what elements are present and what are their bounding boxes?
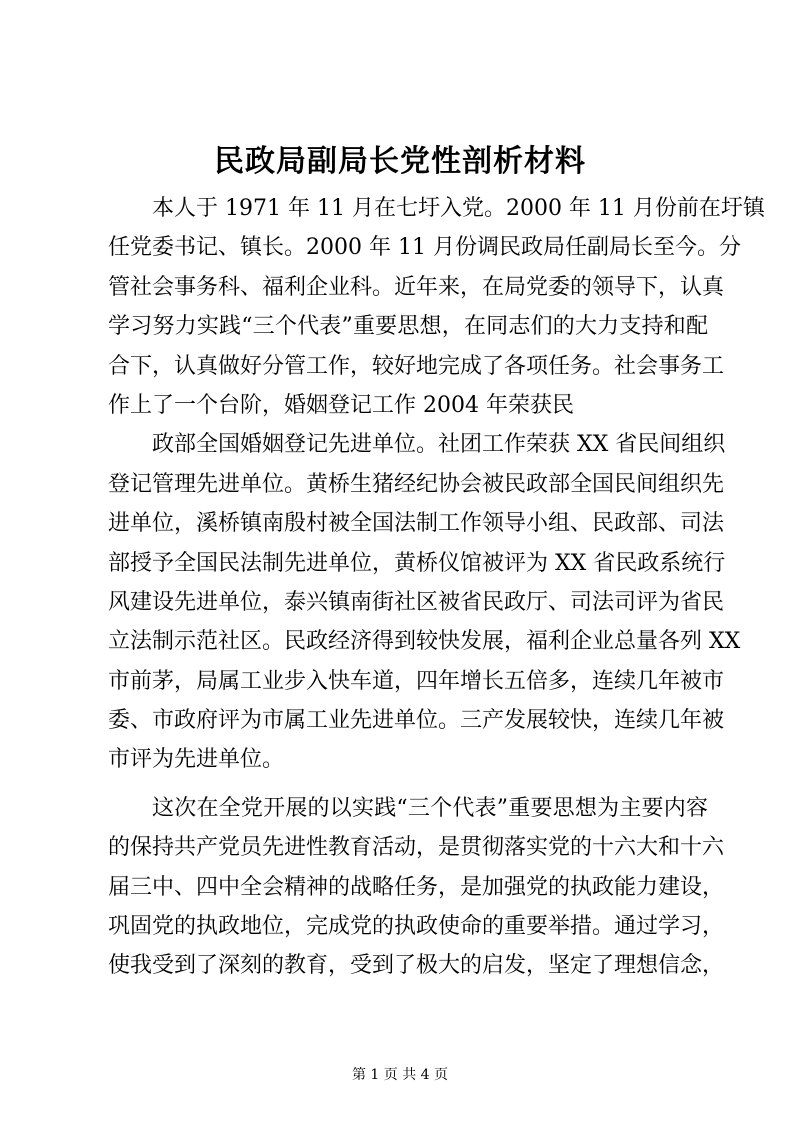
text-line: 登记管理先进单位。黄桥生猪经纪协会被民政部全国民间组织先 — [108, 471, 725, 497]
text-line: 合下，认真做好分管工作，较好地完成了各项任务。社会事务工 — [108, 353, 725, 379]
text-line: 管社会事务科、福利企业科。近年来，在局党委的领导下，认真 — [108, 274, 725, 300]
text-line: 部授予全国民法制先进单位，黄桥仪馆被评为 XX 省民政系统行 — [108, 550, 726, 576]
document-body — [108, 189, 765, 986]
page-number-footer: 第 1 页 共 4 页 — [351, 1067, 449, 1083]
text-line: 进单位，溪桥镇南殷村被全国法制工作领导小组、民政部、司法 — [108, 511, 725, 537]
text-line: 使我受到了深刻的教育，受到了极大的启发，坚定了理想信念， — [108, 953, 725, 979]
text-line: 届三中、四中全会精神的战略任务，是加强党的执政能力建设， — [108, 874, 725, 900]
text-line: 风建设先进单位，泰兴镇南街社区被省民政厅、司法司评为省民 — [108, 589, 725, 615]
text-line: 任党委书记、镇长。2000 年 11 月份调民政局任副局长至今。分 — [108, 235, 741, 261]
text-line: 学习努力实践“三个代表”重要思想，在同志们的大力支持和配 — [108, 314, 708, 340]
paragraph — [108, 425, 741, 780]
text-line: 巩固党的执政地位，完成党的执政使命的重要举措。通过学习， — [108, 914, 725, 940]
text-line: 市评为先进单位。 — [108, 747, 285, 773]
paragraph-gap — [108, 780, 708, 789]
text-line: 委、市政府评为市属工业先进单位。三产发展较快，连续几年被 — [108, 708, 725, 734]
document-title: 民政局副局长党性剖析材料 — [214, 144, 586, 179]
text-line: 本人于 1971 年 11 月在七圩入党。2000 年 11 月份前在圩镇 — [152, 196, 765, 221]
text-line: 市前茅，局属工业步入快车道，四年增长五倍多，连续几年被市 — [108, 668, 725, 694]
text-line: 的保持共产党员先进性教育活动，是贯彻落实党的十六大和十六 — [108, 835, 725, 861]
text-line: 立法制示范社区。民政经济得到较快发展，福利企业总量各列 XX — [108, 629, 741, 655]
paragraph — [108, 189, 765, 425]
text-line: 这次在全党开展的以实践“三个代表”重要思想为主要内容 — [152, 795, 708, 821]
text-line: 政部全国婚姻登记先进单位。社团工作荣获 XX 省民间组织 — [152, 432, 726, 458]
text-line: 作上了一个台阶，婚姻登记工作 2004 年荣获民 — [108, 392, 574, 418]
paragraph — [108, 789, 725, 986]
